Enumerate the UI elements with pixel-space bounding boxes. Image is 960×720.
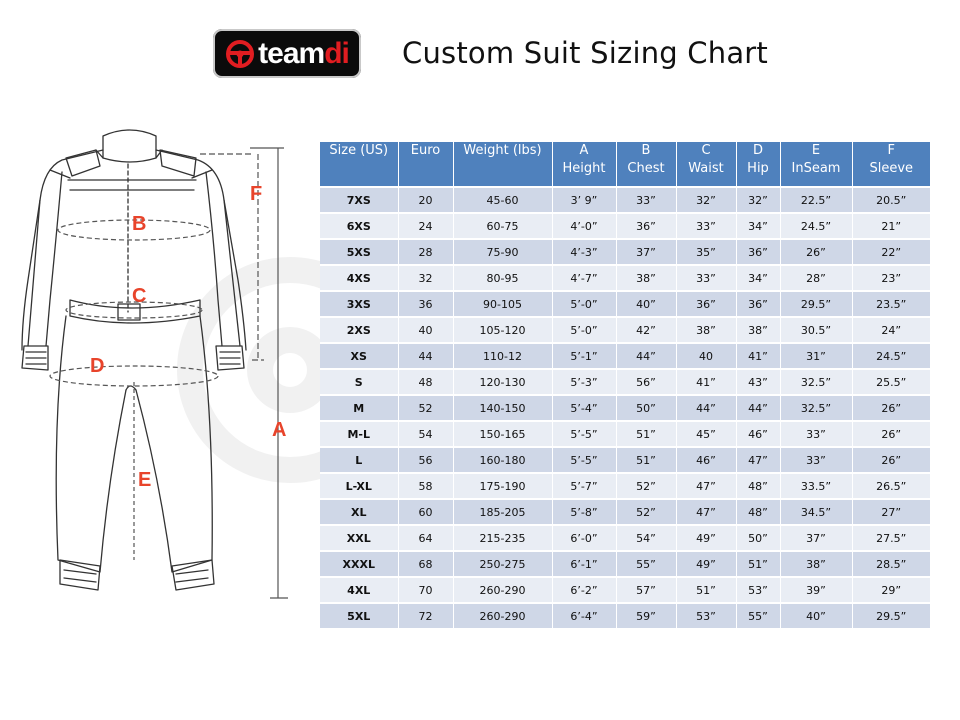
cell-waist: 47” bbox=[676, 473, 736, 499]
cell-chest: 54” bbox=[616, 525, 676, 551]
cell-euro: 28 bbox=[398, 239, 453, 265]
cell-chest: 51” bbox=[616, 447, 676, 473]
cell-hip: 44” bbox=[736, 395, 780, 421]
logo-text-team: team bbox=[258, 36, 325, 70]
cell-weight-lbs: 160-180 bbox=[453, 447, 552, 473]
cell-chest: 33” bbox=[616, 187, 676, 213]
cell-height: 5’-0” bbox=[552, 317, 616, 343]
cell-sleeve: 27” bbox=[852, 499, 930, 525]
cell-inseam: 37” bbox=[780, 525, 852, 551]
column-header-line: Height bbox=[562, 161, 606, 176]
cell-height: 5’-7” bbox=[552, 473, 616, 499]
cell-inseam: 34.5” bbox=[780, 499, 852, 525]
cell-euro: 44 bbox=[398, 343, 453, 369]
cell-euro: 48 bbox=[398, 369, 453, 395]
cell-sleeve: 23” bbox=[852, 265, 930, 291]
cell-chest: 52” bbox=[616, 499, 676, 525]
cell-inseam: 33” bbox=[780, 421, 852, 447]
column-header-line: Chest bbox=[627, 161, 665, 176]
cell-weight-lbs: 80-95 bbox=[453, 265, 552, 291]
cell-hip: 53” bbox=[736, 577, 780, 603]
cell-chest: 50” bbox=[616, 395, 676, 421]
cell-weight-lbs: 45-60 bbox=[453, 187, 552, 213]
cell-hip: 48” bbox=[736, 499, 780, 525]
cell-euro: 58 bbox=[398, 473, 453, 499]
column-header-line: F bbox=[887, 143, 895, 158]
cell-height: 5’-5” bbox=[552, 447, 616, 473]
cell-inseam: 26” bbox=[780, 239, 852, 265]
cell-waist: 44” bbox=[676, 395, 736, 421]
cell-chest: 44” bbox=[616, 343, 676, 369]
cell-waist: 45” bbox=[676, 421, 736, 447]
cell-waist: 40 bbox=[676, 343, 736, 369]
cell-weight-lbs: 120-130 bbox=[453, 369, 552, 395]
cell-euro: 20 bbox=[398, 187, 453, 213]
suit-measurement-diagram bbox=[0, 120, 310, 620]
cell-size-us: XL bbox=[320, 499, 398, 525]
column-header-line: E bbox=[811, 143, 821, 158]
cell-size-us: S bbox=[320, 369, 398, 395]
column-header-line: B bbox=[641, 143, 651, 158]
cell-weight-lbs: 250-275 bbox=[453, 551, 552, 577]
column-header-hip bbox=[736, 142, 780, 187]
cell-hip: 48” bbox=[736, 473, 780, 499]
column-header-line: Sleeve bbox=[869, 161, 914, 176]
suit-collar bbox=[103, 130, 156, 162]
cell-waist: 32” bbox=[676, 187, 736, 213]
cell-size-us: 5XL bbox=[320, 603, 398, 629]
diagram-label-a: A bbox=[272, 419, 287, 441]
cell-inseam: 32.5” bbox=[780, 369, 852, 395]
cell-weight-lbs: 105-120 bbox=[453, 317, 552, 343]
cell-size-us: L-XL bbox=[320, 473, 398, 499]
cell-size-us: M-L bbox=[320, 421, 398, 447]
cell-sleeve: 26” bbox=[852, 421, 930, 447]
cell-euro: 60 bbox=[398, 499, 453, 525]
column-header-line: C bbox=[701, 143, 711, 158]
cell-chest: 56” bbox=[616, 369, 676, 395]
cell-size-us: XXL bbox=[320, 525, 398, 551]
cell-hip: 41” bbox=[736, 343, 780, 369]
cell-hip: 51” bbox=[736, 551, 780, 577]
cell-weight-lbs: 175-190 bbox=[453, 473, 552, 499]
cell-waist: 49” bbox=[676, 551, 736, 577]
column-header-waist bbox=[676, 142, 736, 187]
cell-inseam: 29.5” bbox=[780, 291, 852, 317]
cell-euro: 68 bbox=[398, 551, 453, 577]
table-row bbox=[320, 421, 930, 447]
steering-wheel-icon bbox=[225, 39, 255, 69]
table-row bbox=[320, 473, 930, 499]
cell-sleeve: 26.5” bbox=[852, 473, 930, 499]
cell-height: 5’-5” bbox=[552, 421, 616, 447]
cell-chest: 55” bbox=[616, 551, 676, 577]
cell-size-us: 4XS bbox=[320, 265, 398, 291]
cell-weight-lbs: 140-150 bbox=[453, 395, 552, 421]
cell-inseam: 24.5” bbox=[780, 213, 852, 239]
column-header-chest bbox=[616, 142, 676, 187]
cell-height: 5’-1” bbox=[552, 343, 616, 369]
cell-euro: 40 bbox=[398, 317, 453, 343]
cell-size-us: XS bbox=[320, 343, 398, 369]
cell-hip: 32” bbox=[736, 187, 780, 213]
table-row bbox=[320, 291, 930, 317]
cell-weight-lbs: 90-105 bbox=[453, 291, 552, 317]
cell-size-us: 6XS bbox=[320, 213, 398, 239]
diagram-label-d: D bbox=[90, 355, 105, 377]
cell-waist: 46” bbox=[676, 447, 736, 473]
cell-weight-lbs: 260-290 bbox=[453, 577, 552, 603]
cell-euro: 36 bbox=[398, 291, 453, 317]
cell-height: 6’-0” bbox=[552, 525, 616, 551]
cell-hip: 36” bbox=[736, 239, 780, 265]
cell-inseam: 39” bbox=[780, 577, 852, 603]
table-row bbox=[320, 395, 930, 421]
column-header-sleeve bbox=[852, 142, 930, 187]
suit-left-arm bbox=[28, 172, 62, 346]
cell-sleeve: 24” bbox=[852, 317, 930, 343]
cell-hip: 38” bbox=[736, 317, 780, 343]
column-header-line: Hip bbox=[747, 161, 769, 176]
cell-hip: 55” bbox=[736, 603, 780, 629]
cell-height: 6’-2” bbox=[552, 577, 616, 603]
cell-hip: 34” bbox=[736, 213, 780, 239]
diagram-label-c: C bbox=[132, 285, 147, 307]
teamdi-logo bbox=[213, 29, 361, 78]
cell-height: 5’-4” bbox=[552, 395, 616, 421]
cell-waist: 53” bbox=[676, 603, 736, 629]
cell-sleeve: 23.5” bbox=[852, 291, 930, 317]
table-row bbox=[320, 577, 930, 603]
cell-height: 6’-1” bbox=[552, 551, 616, 577]
column-header-line: Waist bbox=[688, 161, 724, 176]
table-row bbox=[320, 343, 930, 369]
cell-euro: 64 bbox=[398, 525, 453, 551]
cell-euro: 72 bbox=[398, 603, 453, 629]
cell-chest: 38” bbox=[616, 265, 676, 291]
cell-inseam: 32.5” bbox=[780, 395, 852, 421]
column-header-height bbox=[552, 142, 616, 187]
table-row bbox=[320, 239, 930, 265]
cell-waist: 33” bbox=[676, 265, 736, 291]
cell-waist: 47” bbox=[676, 499, 736, 525]
cell-euro: 54 bbox=[398, 421, 453, 447]
cell-inseam: 28” bbox=[780, 265, 852, 291]
cell-sleeve: 26” bbox=[852, 395, 930, 421]
cell-sleeve: 26” bbox=[852, 447, 930, 473]
cell-weight-lbs: 75-90 bbox=[453, 239, 552, 265]
cell-height: 4’-0” bbox=[552, 213, 616, 239]
cell-chest: 42” bbox=[616, 317, 676, 343]
height-measure-line bbox=[250, 148, 288, 598]
column-header-line: InSeam bbox=[791, 161, 841, 176]
cell-hip: 46” bbox=[736, 421, 780, 447]
cell-size-us: 2XS bbox=[320, 317, 398, 343]
cell-waist: 41” bbox=[676, 369, 736, 395]
cell-waist: 38” bbox=[676, 317, 736, 343]
cell-hip: 36” bbox=[736, 291, 780, 317]
column-header-inseam bbox=[780, 142, 852, 187]
cell-euro: 70 bbox=[398, 577, 453, 603]
cell-chest: 40” bbox=[616, 291, 676, 317]
cell-size-us: M bbox=[320, 395, 398, 421]
cell-waist: 33” bbox=[676, 213, 736, 239]
cell-size-us: 7XS bbox=[320, 187, 398, 213]
cell-euro: 32 bbox=[398, 265, 453, 291]
column-header-line: Size (US) bbox=[329, 143, 389, 158]
cell-sleeve: 25.5” bbox=[852, 369, 930, 395]
table-header-row bbox=[320, 142, 930, 187]
page-title: Custom Suit Sizing Chart bbox=[402, 36, 768, 70]
column-header-weight-lbs bbox=[453, 142, 552, 187]
table-row bbox=[320, 551, 930, 577]
cell-height: 5’-3” bbox=[552, 369, 616, 395]
cell-inseam: 38” bbox=[780, 551, 852, 577]
table-row bbox=[320, 317, 930, 343]
cell-inseam: 31” bbox=[780, 343, 852, 369]
cell-waist: 36” bbox=[676, 291, 736, 317]
column-header-line: Euro bbox=[410, 143, 441, 158]
cell-sleeve: 28.5” bbox=[852, 551, 930, 577]
table-row bbox=[320, 369, 930, 395]
cell-weight-lbs: 260-290 bbox=[453, 603, 552, 629]
cell-sleeve: 22” bbox=[852, 239, 930, 265]
cell-chest: 57” bbox=[616, 577, 676, 603]
cell-weight-lbs: 215-235 bbox=[453, 525, 552, 551]
cell-hip: 34” bbox=[736, 265, 780, 291]
cell-sleeve: 20.5” bbox=[852, 187, 930, 213]
column-header-size-us bbox=[320, 142, 398, 187]
cell-height: 4’-3” bbox=[552, 239, 616, 265]
cell-weight-lbs: 110-12 bbox=[453, 343, 552, 369]
cell-size-us: 3XS bbox=[320, 291, 398, 317]
cell-chest: 52” bbox=[616, 473, 676, 499]
cell-hip: 50” bbox=[736, 525, 780, 551]
cell-hip: 47” bbox=[736, 447, 780, 473]
table-row bbox=[320, 213, 930, 239]
cell-sleeve: 29” bbox=[852, 577, 930, 603]
cell-height: 6’-4” bbox=[552, 603, 616, 629]
cell-size-us: 4XL bbox=[320, 577, 398, 603]
cell-euro: 56 bbox=[398, 447, 453, 473]
cell-sleeve: 27.5” bbox=[852, 525, 930, 551]
cell-inseam: 40” bbox=[780, 603, 852, 629]
cell-inseam: 22.5” bbox=[780, 187, 852, 213]
column-header-line: D bbox=[752, 143, 763, 158]
table-row bbox=[320, 499, 930, 525]
table-body bbox=[320, 187, 930, 629]
sizing-table bbox=[320, 142, 930, 630]
cell-size-us: 5XS bbox=[320, 239, 398, 265]
cell-euro: 24 bbox=[398, 213, 453, 239]
table-row bbox=[320, 603, 930, 629]
cell-sleeve: 21” bbox=[852, 213, 930, 239]
cell-size-us: XXXL bbox=[320, 551, 398, 577]
cell-chest: 37” bbox=[616, 239, 676, 265]
cell-waist: 51” bbox=[676, 577, 736, 603]
cell-chest: 59” bbox=[616, 603, 676, 629]
suit-right-leg bbox=[136, 316, 212, 572]
cell-waist: 49” bbox=[676, 525, 736, 551]
cell-inseam: 30.5” bbox=[780, 317, 852, 343]
cell-size-us: L bbox=[320, 447, 398, 473]
cell-weight-lbs: 150-165 bbox=[453, 421, 552, 447]
logo-text-di: di bbox=[324, 36, 349, 70]
cell-euro: 52 bbox=[398, 395, 453, 421]
cell-sleeve: 24.5” bbox=[852, 343, 930, 369]
cell-chest: 36” bbox=[616, 213, 676, 239]
diagram-label-f: F bbox=[250, 183, 263, 205]
column-header-euro bbox=[398, 142, 453, 187]
column-header-line: Weight (lbs) bbox=[463, 143, 542, 158]
table-row bbox=[320, 265, 930, 291]
cell-inseam: 33” bbox=[780, 447, 852, 473]
diagram-label-e: E bbox=[138, 469, 152, 491]
cell-weight-lbs: 185-205 bbox=[453, 499, 552, 525]
table-row bbox=[320, 447, 930, 473]
table-row bbox=[320, 187, 930, 213]
cell-weight-lbs: 60-75 bbox=[453, 213, 552, 239]
cell-height: 5’-0” bbox=[552, 291, 616, 317]
cell-inseam: 33.5” bbox=[780, 473, 852, 499]
cell-height: 4’-7” bbox=[552, 265, 616, 291]
diagram-label-b: B bbox=[132, 213, 147, 235]
table-row bbox=[320, 525, 930, 551]
cell-height: 5’-8” bbox=[552, 499, 616, 525]
cell-waist: 35” bbox=[676, 239, 736, 265]
cell-hip: 43” bbox=[736, 369, 780, 395]
column-header-line: A bbox=[579, 143, 589, 158]
cell-sleeve: 29.5” bbox=[852, 603, 930, 629]
cell-height: 3’ 9” bbox=[552, 187, 616, 213]
cell-chest: 51” bbox=[616, 421, 676, 447]
